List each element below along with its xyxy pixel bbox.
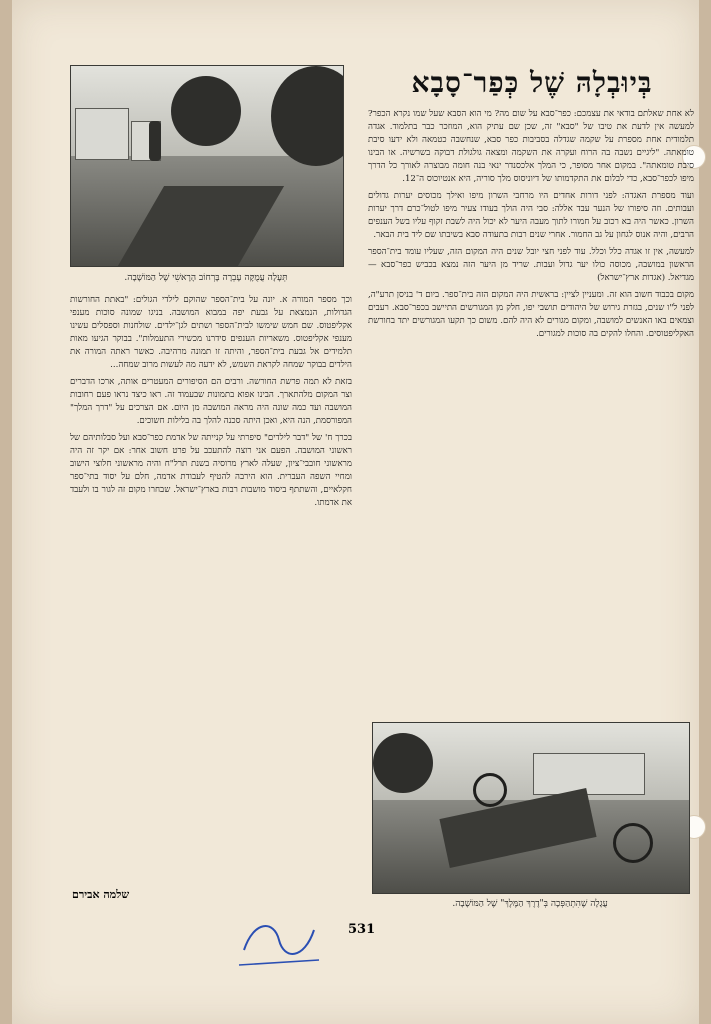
newspaper-page xyxy=(12,0,699,1024)
article-column-left xyxy=(70,294,352,884)
page-number: 531 xyxy=(348,922,376,937)
paragraph: לא אחת שאלתם בודאי את עצמכם: כפר־סבא על שום מה? מי הוא הסבא שעל שמו נקרא הכפר? למעשה אין לדעת את טיבו של "סבא" זה, שכן שם עתיק הוא, המוזכר כבר בתלמוד. אגדה תלמודית אחת מספרת על שקמה שגדלה בסביבות כפר סבא, שנחשבה כטמאה ולא ידעו סיבת טומאתה. "ליגיים נשבה בה הרוח ועקרה את השקמה ומצאה גולגולת דבוקה בשרשיה. או הבינו סיבת טומאתה". במקום אחר מסופר, כי המלך אלכסנדר ינאי בנה חומה מבוצרה לאורך כל הדרך מיפו לכפר־סבא, כדי לבלום את התקדמותו של דיוניסוס מלך סוריה, היא אנטיוכוס ה־12. xyxy=(368,109,694,184)
bottom-photo-caption: עֲגָלָה שֶׁהִתְהַפְּכָה בְּ"דֶרֶךְ הַמֶּלֶךְ" שֶׁל הַמּוֹשָׁבָה. xyxy=(452,899,608,909)
paragraph: וכך מספר המורה א. יונה על בית־הספר שהוקם לילדי הגולים: "באתת החורשות הגדולות, הנמצאת על גבעת יפה במבוא המושבה. בניגו שמונה סוכות מענפי אקליפטוס. שם חמש שימשו לבית־הספר ושתים לגן־ילדים. שולחנות וספסלים עשינו מענפי אקליפטוס. משאריות הענפים סידרנו מכשירי התעמלות". בבוקר הגיעו מאות תלמידים אל גבעת בית־הספר, והיתה זו תמונה מרהיבה. כאשר ראתה המורה את הילדים בבוקר שמחה לקראת השמש, לא ידעה מה לעשות מרוב שמחה... xyxy=(70,295,352,370)
paragraph: בזאת לא תמה פרשת החורשה. ורבים הם הסיפורים המעטרים אותה, ארכו הדברים וצר המקום מלהתארך. הבינו אפוא בתמונות שבעמוד זה. ראו כיצד נראו פעם רחובות המושבה ועד כמה שונה היה מראה המושבה מן היום. אם הצרכים על "דרך המלך" המפורסמת, הנה היא, ואכן היתה סכנה להלך בה בלילות חשוכים. xyxy=(70,377,352,426)
paragraph: למעשה, אין זו אגדה כלל וכלל. עוד לפני חצי יובל שנים היה המקום הזה, שעליו עומד בית־הספר הראשון במושבה, מכוסה כולו יער גדול ועבות. שריד מן היער הזה נמצא בכביש כפר־סבא — מגדיאל. (אגדות ארץ־ישראל) xyxy=(368,247,694,283)
author-name: שלמה אבירם xyxy=(72,888,130,901)
handwritten-signature-stamp xyxy=(234,910,324,970)
article-column-right xyxy=(368,108,694,718)
article-title: בְּיוּבְלָהּ שֶׁל כְּפַר־סָבָא xyxy=(411,66,653,99)
overturned-cart-photo xyxy=(372,722,690,894)
paragraph: בכרך ח' של "דבר לילדים" סיפרתי על קנייתה של אדמת כפר־סבא ועל סבלותיהם של ראשוני המושבה. הפעם אני רוצה להתעכב על פרט חשוב אחר: אם יקר זה היה מראשוני חובבי־ציון, שעלה לארץ מרוסיה בשנת תרל"ח והיה מראשוני חלוצי הישוב ומחיי השפה העברית. הוא הירבה להטיף לעבודת אדמה, חלם על יסוד בתי־ספר חקלאיים, והשתתף ביסוד מושבות רבות בארץ־ישראל. שבחרו מקום זה לגור בו ולעבד את אדמתו. xyxy=(70,433,352,508)
paragraph: ועוד מספרת האגדה: לפני דורות אחדים היו מרחבי השרון מיפו ואילך מכוסים יערות גדולים ועבותים. וזה סיפורו של הנער עבד אללה: סבי היה הולך בעודו צעיר מיפו לטול־כרם דרך יערות השרון. כאשר היה בא רכוב על חמורו לתוך מעבה היער לא יכול היה לשבת זקוף עליו בשל הענפים הרבים, והיה אנוס לגחון על גב החמור. אחרי שנים רבות בתעודה סבא בשיבתו שם ליד בית הבאר. xyxy=(368,191,694,240)
paragraph: מקום בכבוד חשוב הוא זה. ומעניין לציין: בראשית היה המקום הזה בית־ספר. ביום ד' בניסן תרע"ה, לפני ל"ו שנים, בגזרת גירוש של היהודים תושבי יפו, חלק מן המגורשים התיישב בכפר־סבא. רעבים וצמאים באו האנשים למושבה, ומקום מגורים לא היה להם. משום כך תקעו המגורשים יתד בחורשת האקליפטוסים. והחלו להקים בה סוכות למגורים. xyxy=(368,290,694,339)
top-photo-caption: תְּעָלָה עֲמֻקָּה עָבְרָה בָּרְחוֹב הָרָאשִׁי שֶׁל הַמּוֹשָׁבָה. xyxy=(124,273,288,283)
street-ditch-photo xyxy=(70,65,344,267)
